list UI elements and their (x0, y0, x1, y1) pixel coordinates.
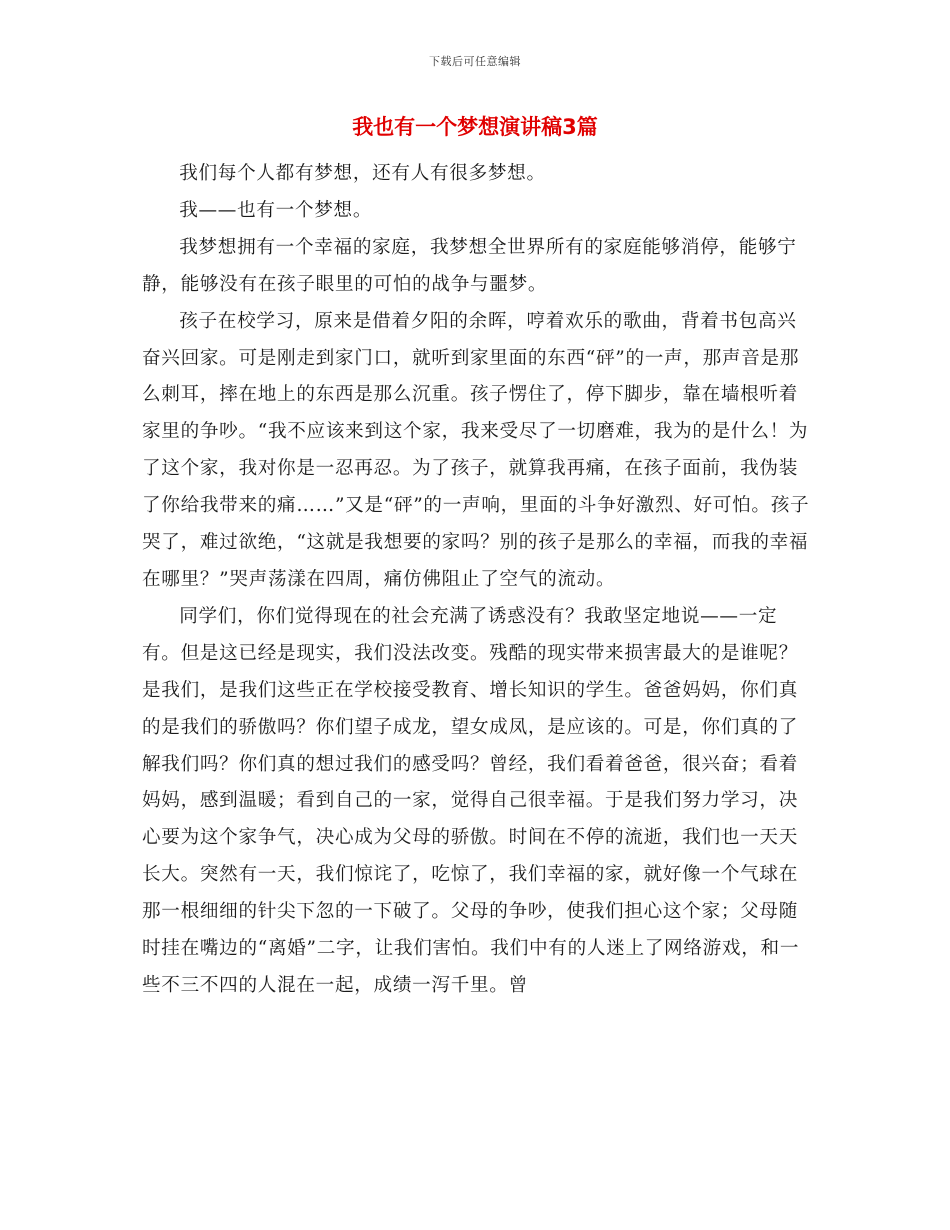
paragraph: 我梦想拥有一个幸福的家庭，我梦想全世界所有的家庭能够消停，能够宁静，能够没有在孩子眼里的可怕的战争与噩梦。 (142, 236, 797, 295)
paragraph: 我——也有一个梦想。 (179, 199, 373, 221)
paragraph: 孩子在校学习，原来是借着夕阳的余晖，哼着欢乐的歌曲，背着书包高兴奋兴回家。可是刚走到家门口，就听到家里面的东西“砰”的一声，那声音是那么刺耳，摔在地上的东西是那么沉重。孩子愣住了，停下脚步，靠在墙根听着家里的争吵。“我不应该来到这个家，我来受尽了一切磨难，我为的是什么！为了这个家，我对你是一忍再忍。为了孩子，就算我再痛，在孩子面前，我伪装了你给我带来的痛……”又是“砰”的一声响，里面的斗争好激烈、好可怕。孩子哭了，难过欲绝，“这就是我想要的家吗？别的孩子是那么的幸福，而我的幸福在哪里？”哭声荡漾在四周，痛仿佛阻止了空气的流动。 (142, 310, 810, 590)
page-header-note: 下载后可任意编辑 (429, 55, 521, 68)
paragraph: 我们每个人都有梦想，还有人有很多梦想。 (179, 163, 546, 184)
document-title: 我也有一个梦想演讲稿3篇 (352, 115, 598, 139)
paragraph: 同学们，你们觉得现在的社会充满了诱惑没有？我敢坚定地说——一定有。但是这已经是现实，我们没法改变。残酷的现实带来损害最大的是谁呢？是我们，是我们这些正在学校接受教育、增长知识的学生。爸爸妈妈，你们真的是我们的骄傲吗？你们望子成龙，望女成凤，是应该的。可是，你们真的了解我们吗？你们真的想过我们的感受吗？曾经，我们看着爸爸，很兴奋；看着妈妈，感到温暖；看到自己的一家，觉得自己很幸福。于是我们努力学习，决心要为这个家争气，决心成为父母的骄傲。时间在不停的流逝，我们也一天天长大。突然有一天，我们惊诧了，吃惊了，我们幸福的家，就好像一个气球在那一根细细的针尖下忽的一下破了。父母的争吵，使我们担心这个家；父母随时挂在嘴边的“离婚”二字，让我们害怕。我们中有的人迷上了网络游戏，和一些不三不四的人混在一起，成绩一泻千里。曾 (142, 605, 800, 996)
document-body (142, 156, 812, 1005)
